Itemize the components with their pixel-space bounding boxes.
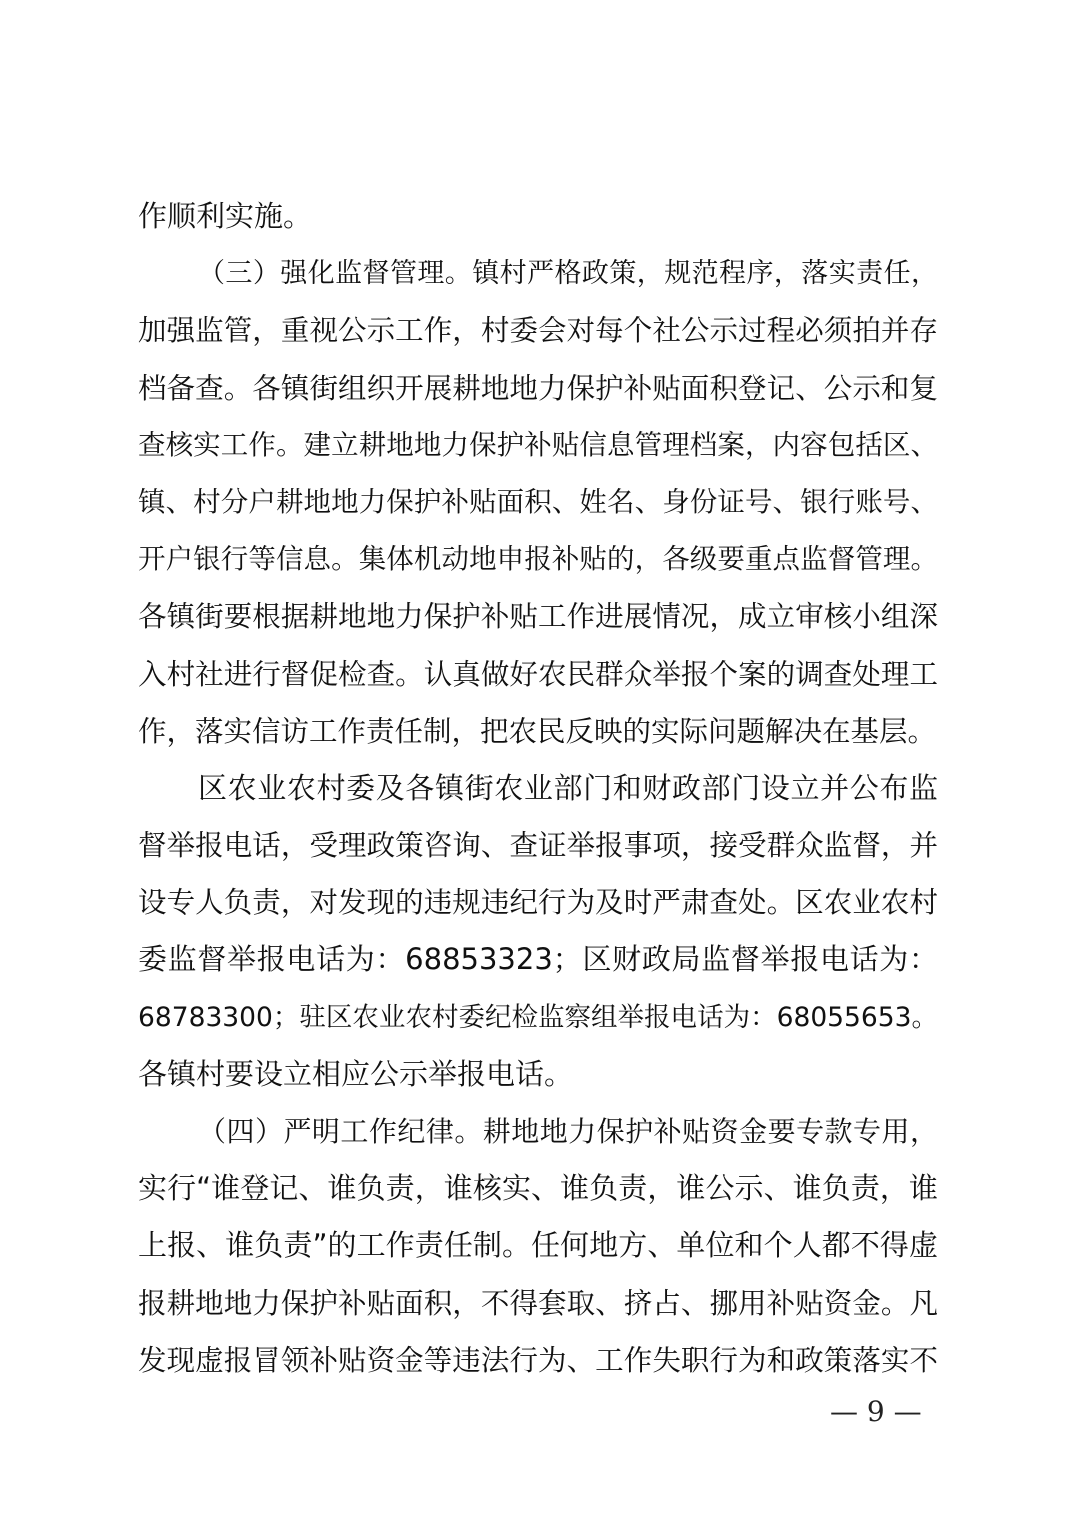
text-line: 镇、村分户耕地地力保护补贴面积、姓名、身份证号、银行账号、 bbox=[138, 485, 938, 518]
text-line: 各镇村要设立相应公示举报电话。 bbox=[138, 1056, 574, 1091]
text-line: 设专人负责，对发现的违规违纪行为及时严肃查处。区农业农村 bbox=[138, 886, 938, 920]
text-line: 查核实工作。建立耕地地力保护补贴信息管理档案，内容包括区、 bbox=[138, 428, 938, 461]
text-line: 各镇街要根据耕地地力保护补贴工作进展情况，成立审核小组深 bbox=[138, 600, 938, 634]
text-line: 68783300；驻区农业农村委纪检监察组举报电话为：68055653。 bbox=[138, 1001, 938, 1033]
text-line: 开户银行等信息。集体机动地申报补贴的，各级要重点监督管理。 bbox=[138, 543, 938, 576]
text-line: 委监督举报电话为：68853323；区财政局监督举报电话为： bbox=[138, 942, 938, 977]
document-body bbox=[138, 188, 938, 1389]
text-line: 实行“谁登记、谁负责，谁核实、谁负责，谁公示、谁负责，谁 bbox=[138, 1171, 938, 1206]
text-line: 上报、谁负责”的工作责任制。任何地方、单位和个人都不得虚 bbox=[138, 1228, 938, 1263]
text-line: 档备查。各镇街组织开展耕地地力保护补贴面积登记、公示和复 bbox=[138, 371, 938, 405]
text-line: 作顺利实施。 bbox=[138, 199, 313, 233]
text-line: 作，落实信访工作责任制，把农民反映的实际问题解决在基层。 bbox=[138, 714, 937, 748]
paragraph-start-line: 区农业农村委及各镇街农业部门和财政部门设立并公布监 bbox=[198, 770, 938, 805]
page-number: — 9 — bbox=[830, 1395, 922, 1428]
text-line: 督举报电话，受理政策咨询、查证举报事项，接受群众监督，并 bbox=[138, 829, 938, 863]
text-line: 发现虚报冒领补贴资金等违法行为、工作失职行为和政策落实不 bbox=[138, 1343, 938, 1377]
section-heading-line: （四）严明工作纪律。耕地地力保护补贴资金要专款专用， bbox=[198, 1115, 938, 1148]
section-heading-line: （三）强化监督管理。镇村严格政策，规范程序，落实责任， bbox=[198, 258, 938, 290]
text-line: 入村社进行督促检查。认真做好农民群众举报个案的调查处理工 bbox=[138, 657, 938, 691]
text-line: 报耕地地力保护补贴面积，不得套取、挤占、挪用补贴资金。凡 bbox=[138, 1286, 938, 1320]
text-line: 加强监管，重视公示工作，村委会对每个社公示过程必须拍并存 bbox=[138, 314, 938, 348]
